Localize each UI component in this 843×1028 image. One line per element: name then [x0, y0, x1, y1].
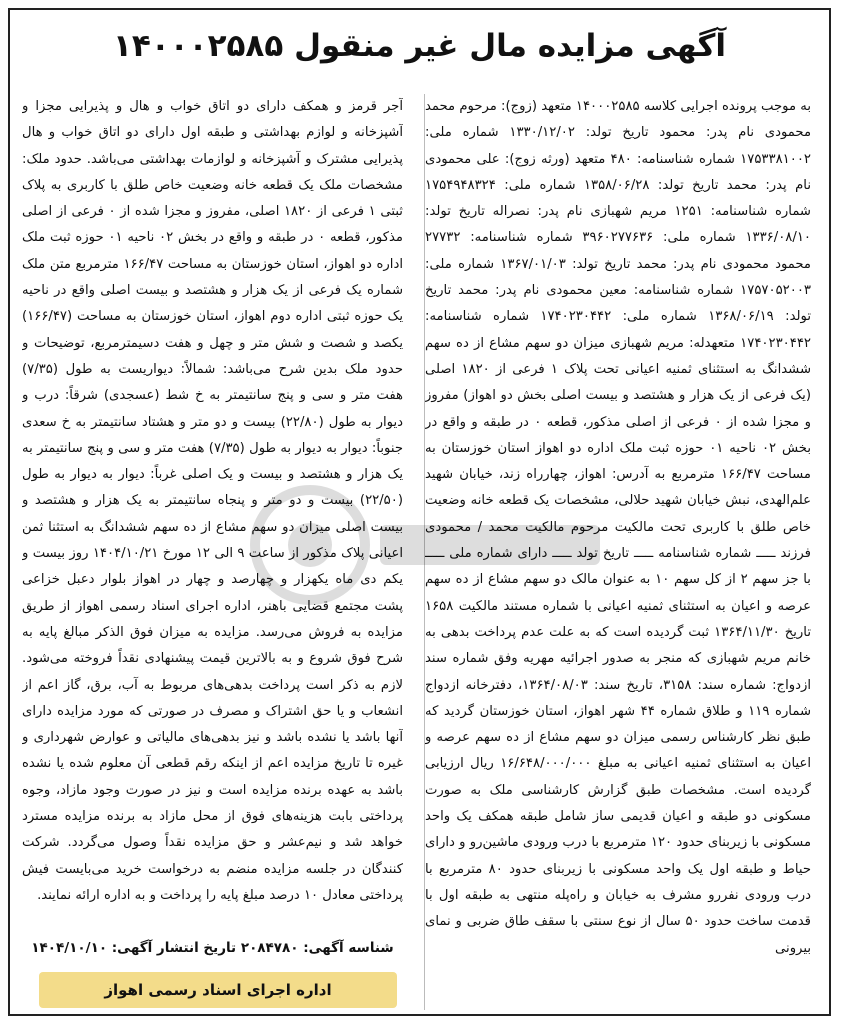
notice-frame	[8, 8, 831, 1016]
column-divider	[424, 94, 425, 1010]
right-column-text: به موجب پرونده اجرایی کلاسه ۱۴۰۰۰۲۵۸۵ متعهد (زوج): مرحوم محمد محمودی نام پدر: محمود تاریخ تولد: ۱۳۳۰/۱۲/۰۲ شماره ملی: ۱۷۵۳۳۸۱۰۰۲ شماره شناسنامه: ۴۸۰ متعهد (ورثه زوج): علی محمودی نام پدر: محمد تاریخ تولد: ۱۳۵۸/۰۶/۲۸ شماره ملی: ۱۷۵۴۹۴۸۳۲۴ شماره شناسنامه: ۱۲۵۱ مریم شهبازی نام پدر: نصراله تاریخ تولد: ۱۳۳۶/۰۸/۱۰ شماره ملی: ۳۹۶۰۲۷۷۶۳۶ شماره شناسنامه: ۲۷۷۳۲ محمود محمودی نام پدر: محمد تاریخ تولد: ۱۳۶۷/۰۱/۰۳ شماره ملی: ۱۷۵۷۰۵۲۰۰۳ شماره شناسنامه: معین محمودی نام پدر: محمد تاریخ تولد: ۱۳۶۸/۰۶/۱۹ شماره ملی: ۱۷۴۰۲۳۰۴۴۲ شماره شناسنامه: ۱۷۴۰۲۳۰۴۴۲ متعهدله: مریم شهبازی میزان دو سهم مشاع از ده سهم ششدانگ به استثنای ثمنیه اعیانی تحت پلاک ۱ فرعی از ۱۸۲۰ اصلی (یک فرعی از یک هزار و هشتصد و بیست اصلی بخش دو اهواز) مفروز و مجزا شده از ۰ فرعی از اصلی مذکور، قطعه ۰ در طبقه و واقع در بخش ۰۲ ناحیه ۰۱ حوزه ثبت ملک اداره دو اهواز استان خوزستان به مساحت ۱۶۶/۴۷ مترمربع به آدرس: اهواز، چهارراه زند، خیابان شهید علم‌الهدی، نبش خیابان شهید حلالی، مشخصات یک قطعه خانه وضعیت خاص طلق با کاربری تحت مالکیت مرحوم مالکیت محمد / محمودی فرزند ـــــ شماره شناسنامه ـــــ تاریخ تولد ـــــ دارای شماره ملی ـــــ با جز سهم ۲ از کل سهم ۱۰ به عنوان مالک دو سهم مشاع از ده سهم عرصه و اعیان به استثنای ثمنیه اعیانی با شماره مستند مالکیت ۱۶۵۸ تاریخ ۱۳۶۴/۱۱/۳۰ ثبت گردیده است که به علت عدم پرداخت بدهی به خانم مریم شهبازی که منجر به صدور اجرائیه مهریه وفق شماره سند ازدواج: شماره سند: ۳۱۵۸، تاریخ سند: ۱۳۶۴/۰۸/۰۳، دفترخانه ازدواج شماره ۱۱۹ و طلاق شماره ۴۴ شهر اهواز، استان خوزستان گردید که طبق نظر کارشناس رسمی میزان دو سهم مشاع از ده سهم عرصه و اعیان به استثنای ثمنیه اعیانی به مبلغ ۱۶/۶۴۸/۰۰۰/۰۰۰ ریال ارزیابی گردیده است. مشخصات طبق گزارش کارشناسی ملک به صورت مسکونی دو طبقه و اعیان قدیمی ساز شامل طبقه همکف یک واحد مسکونی با زیربنای حدود ۱۲۰ مترمربع با درب ورودی ماشین‌رو و دارای حیاط و طبقه اول یک واحد مسکونی با زیربنای حدود ۸۰ مترمربع با درب ورودی نفررو مشرف به خیابان و راه‌پله منتهی به طبقه اول با قدمت ساخت حدود ۵۰ سال از نوع سنتی با سقف طاق ضربی و نمای بیرونی	[425, 99, 811, 956]
notice-title: آگهی مزایده مال غیر منقول ۱۴۰۰۰۲۵۸۵	[112, 28, 727, 64]
notice-footer-line: شناسه آگهی: ۲۰۸۴۷۸۰ تاریخ انتشار آگهی: ۱۴۰۴/۱۰/۱۰	[31, 940, 394, 956]
left-column-text: آجر قرمز و همکف دارای دو اتاق خواب و هال و پذیرایی مجزا و آشپزخانه و لوازم بهداشتی و طبقه اول دارای دو اتاق خواب و هال پذیرایی مشترک و آشپزخانه و لوازمات بهداشتی می‌باشد. حدود ملک: مشخصات ملک یک قطعه خانه وضعیت خاص طلق با کاربری به پلاک ثبتی ۱ فرعی از ۱۸۲۰ اصلی، مفروز و مجزا شده از ۰ فرعی از اصلی مذکور، قطعه ۰ در طبقه و واقع در بخش ۰۲ ناحیه ۰۱ حوزه ثبت ملک اداره دو اهواز، استان خوزستان به مساحت ۱۶۶/۴۷ مترمربع متن ملک شماره یک فرعی از یک هزار و هشتصد و بیست اصلی واقع در ناحیه یک حوزه ثبتی اداره دوم اهواز، استان خوزستان به مساحت (۱۶۶/۴۷) یکصد و شصت و شش متر و چهل و هفت دسیمترمربع، توضیحات و حدود ملک بدین شرح می‌باشد: شمالاً: دیواریست به طول (۷/۳۵) هفت متر و سی و پنج سانتیمتر به خ شط (عسجدی) شرقاً: درب و دیوار به طول (۲۲/۸۰) بیست و دو متر و هشتاد سانتیمتر به خ سعدی جنوباً: دیوار به دیوار به طول (۷/۳۵) هفت متر و سی و پنج سانتیمتر به یک هزار و هشتصد و بیست و یک اصلی غرباً: دیوار به دیوار به طول (۲۲/۵۰) بیست و دو متر و پنجاه سانتیمتر به یک هزار و هشتصد و بیست اصلی میزان دو سهم مشاع از ده سهم ششدانگ به استثنا ثمن اعیانی پلاک مذکور از ساعت ۹ الی ۱۲ مورخ ۱۴۰۴/۱۰/۲۱ روز بیست و یکم دی ماه یکهزار و چهارصد و چهار در اهواز بلوار دعبل خزاعی پشت مجتمع قضایی باهنر، اداره اجرای اسناد رسمی اهواز از طریق مزایده به فروش می‌رسد. مزایده به میزان فوق الذکر مبالغ پایه به شرح فوق شروع و به بالاترین قیمت پیشنهادی نقداً فروخته می‌شود. لازم به ذکر است پرداخت بدهی‌های مربوط به آب، برق، گاز اعم از انشعاب و یا حق اشتراک و مصرف در صورتی که مورد مزایده دارای آنها باشد یا نشده باشد و نیز بدهی‌های مالیاتی و عوارض شهرداری و غیره تا تاریخ مزایده اعم از اینکه رقم قطعی آن معلوم شده یا نشده باشد به عهده برنده مزایده است و نیز در صورت وجود مازاد، وجوه پرداختی بابت هزینه‌های فوق از محل مازاد به برنده مزایده مسترد خواهد شد و نیم‌عشر و حق مزایده نقداً وصول می‌گردد. شرکت کنندگان در جلسه مزایده منضم به درخواست خرید می‌بایست فیش پرداختی معادل ۱۰ درصد مبلغ پایه را پرداخت و به اداره ارائه نمایند.	[22, 99, 403, 903]
office-name-banner: اداره اجرای اسناد رسمی اهواز	[39, 972, 397, 1008]
